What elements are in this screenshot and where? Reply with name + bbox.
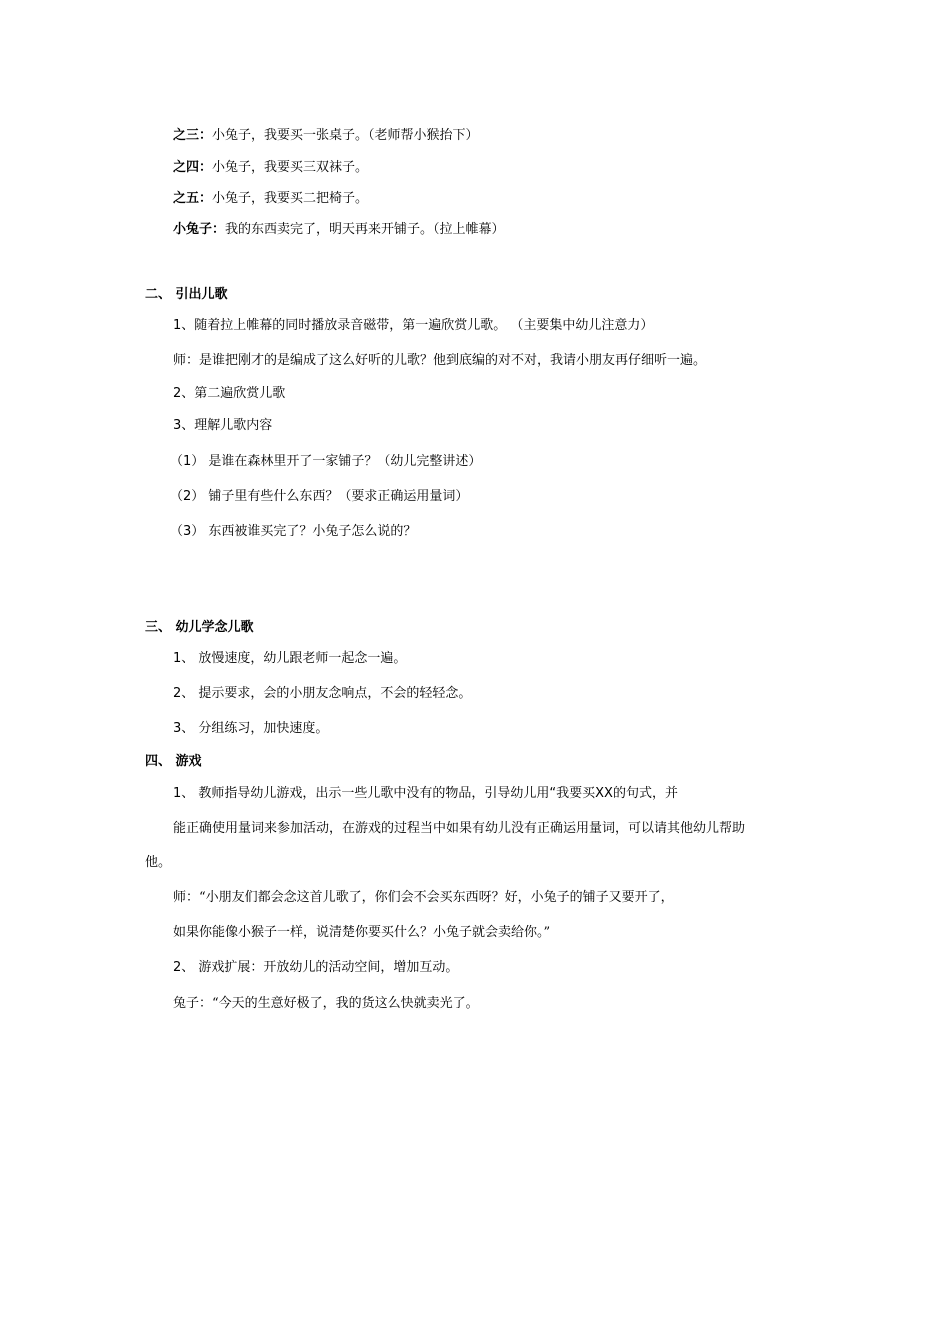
paragraph-line: 他。 [145, 855, 172, 870]
paragraph-line: 2、 游戏扩展：开放幼儿的活动空间，增加互动。 [173, 960, 459, 975]
paragraph-line: 兔子：“今天的生意好极了，我的货这么快就卖光了。 [173, 996, 479, 1011]
list-item: 1、随着拉上帷幕的同时播放录音磁带，第一遍欣赏儿歌。 （主要集中幼儿注意力） [173, 318, 654, 333]
dialogue-line [173, 160, 368, 176]
speaker-label: 之三： [173, 128, 213, 143]
paragraph-line: 1、 教师指导幼儿游戏，出示一些儿歌中没有的物品，引导幼儿用“我要买XX的句式，并 [173, 786, 678, 801]
list-item: （2） 铺子里有些什么东西？（要求正确运用量词） [170, 489, 469, 504]
list-item: 师：是谁把刚才的是编成了这么好听的儿歌？他到底编的对不对，我请小朋友再仔细听一遍。 [173, 353, 707, 368]
dialogue-line [173, 191, 368, 207]
paragraph-line: 能正确使用量词来参加活动，在游戏的过程当中如果有幼儿没有正确运用量词，可以请其他幼儿帮助 [173, 821, 746, 836]
speaker-label: 之四： [173, 160, 213, 175]
speaker-label: 之五： [173, 191, 213, 206]
section-heading: 三、 幼儿学念儿歌 [145, 620, 254, 635]
dialogue-line [173, 128, 479, 144]
list-item: 3、 分组练习，加快速度。 [173, 721, 329, 736]
list-item: （3） 东西被谁买完了？小兔子怎么说的？ [170, 524, 417, 539]
dialogue-text: 我的东西卖完了，明天再来开铺子。（拉上帷幕） [225, 222, 505, 237]
list-item: 3、理解儿歌内容 [173, 418, 273, 433]
paragraph-line: 师：“小朋友们都会念这首儿歌了，你们会不会买东西呀？好，小兔子的铺子又要开了， [173, 890, 674, 905]
list-item: （1） 是谁在森林里开了一家铺子？（幼儿完整讲述） [170, 454, 482, 469]
list-item: 2、 提示要求，会的小朋友念响点，不会的轻轻念。 [173, 686, 472, 701]
paragraph-line: 如果你能像小猴子一样，说清楚你要买什么？小兔子就会卖给你。” [173, 925, 551, 940]
speaker-label: 小兔子： [173, 222, 226, 237]
list-item: 2、第二遍欣赏儿歌 [173, 386, 286, 401]
dialogue-line [173, 222, 505, 238]
dialogue-text: 小兔子，我要买二把椅子。 [212, 191, 369, 206]
section-heading: 四、 游戏 [145, 754, 202, 769]
list-item: 1、 放慢速度，幼儿跟老师一起念一遍。 [173, 651, 407, 666]
section-heading: 二、 引出儿歌 [145, 287, 228, 302]
dialogue-text: 小兔子，我要买一张桌子。（老师帮小猴抬下） [212, 128, 479, 143]
dialogue-text: 小兔子，我要买三双袜子。 [212, 160, 369, 175]
